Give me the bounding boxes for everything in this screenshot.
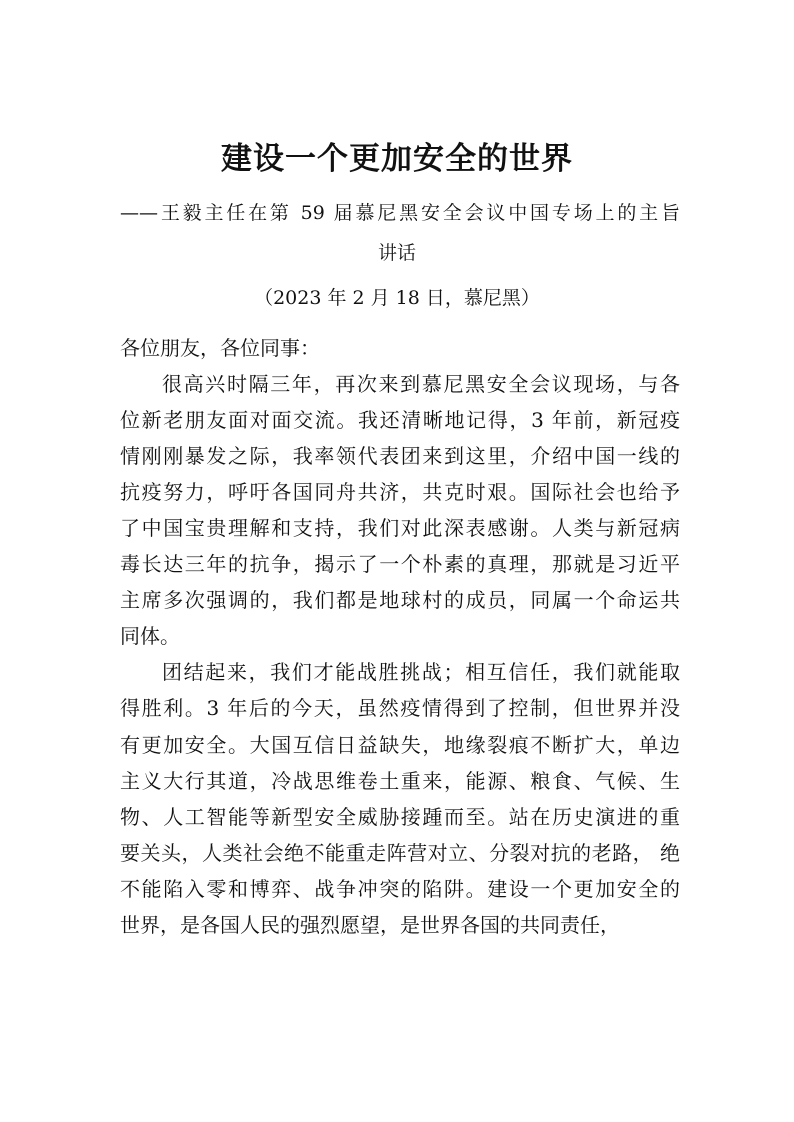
- body-text-line: 团结起来，我们才能战胜挑战；相互信任，我们就能取: [162, 660, 680, 685]
- dateline: （2023 年 2 月 18 日，慕尼黑）: [254, 287, 540, 309]
- body-text-line: 各位朋友，各位同事：: [120, 336, 320, 360]
- body-text-line: 毒长达三年的抗争，揭示了一个朴素的真理，那就是习近平: [120, 552, 680, 577]
- body-text-line: 物、人工智能等新型安全威胁接踵而至。站在历史演进的重: [120, 804, 680, 829]
- subtitle-line-1: ——王毅主任在第 59 届慕尼黑安全会议中国专场上的主旨: [120, 202, 680, 224]
- body-text-line: 主席多次强调的，我们都是地球村的成员，同属一个命运共: [120, 588, 680, 613]
- subtitle-line-2: 讲话: [377, 242, 416, 264]
- body-text-line: 有更加安全。大国互信日益缺失，地缘裂痕不断扩大，单边: [120, 732, 680, 757]
- body-text-line: 世界，是各国人民的强烈愿望，是世界各国的共同责任，: [120, 912, 620, 937]
- body-text-line: 要关头，人类社会绝不能重走阵营对立、分裂对抗的老路， 绝: [120, 840, 680, 865]
- body-text-line: 情刚刚暴发之际，我率领代表团来到这里，介绍中国一线的: [120, 444, 680, 469]
- body-text-line: 抗疫努力，呼吁各国同舟共济，共克时艰。国际社会也给予: [120, 480, 680, 505]
- document-title: 建设一个更加安全的世界: [221, 141, 573, 177]
- body-text-line: 主义大行其道，冷战思维卷土重来，能源、粮食、气候、生: [120, 768, 680, 793]
- body-text-line: 很高兴时隔三年，再次来到慕尼黑安全会议现场，与各: [162, 372, 680, 397]
- body-text-line: 同体。: [120, 624, 180, 649]
- body-text-line: 位新老朋友面对面交流。我还清晰地记得，3 年前，新冠疫: [120, 408, 680, 433]
- body-text-line: 不能陷入零和博弈、战争冲突的陷阱。建设一个更加安全的: [120, 876, 680, 901]
- body-text-line: 得胜利。3 年后的今天，虽然疫情得到了控制，但世界并没: [120, 696, 680, 721]
- body-text-line: 了中国宝贵理解和支持，我们对此深表感谢。人类与新冠病: [120, 516, 680, 541]
- document-body: [120, 336, 680, 949]
